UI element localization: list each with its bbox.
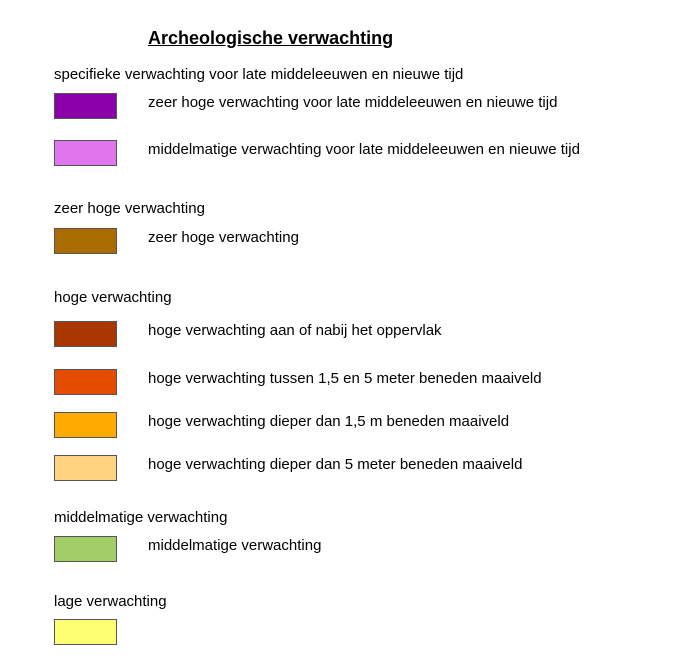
legend-swatch	[54, 455, 117, 481]
legend-item-label: zeer hoge verwachting	[148, 229, 299, 246]
legend-swatch	[54, 369, 117, 395]
legend-item-label: hoge verwachting dieper dan 1,5 m beneden maaiveld	[148, 413, 510, 430]
legend-swatch	[54, 619, 117, 645]
legend-group-heading: middelmatige verwachting	[54, 509, 228, 526]
legend-swatch	[54, 321, 117, 347]
legend-item-label: hoge verwachting tussen 1,5 en 5 meter beneden maaiveld	[148, 370, 542, 387]
legend-item-label: middelmatige verwachting	[148, 537, 322, 554]
legend-swatch	[54, 412, 117, 438]
legend-item-label: hoge verwachting dieper dan 5 meter beneden maaiveld	[148, 456, 523, 473]
legend-group-heading: lage verwachting	[54, 593, 167, 610]
legend-swatch	[54, 228, 117, 254]
legend-item-label: middelmatige verwachting voor late middeleeuwen en nieuwe tijd	[148, 141, 580, 158]
legend-swatch	[54, 536, 117, 562]
legend-swatch	[54, 93, 117, 119]
legend-group-heading: hoge verwachting	[54, 289, 172, 306]
legend-group-heading: zeer hoge verwachting	[54, 200, 205, 217]
legend-title: Archeologische verwachting	[148, 28, 394, 48]
legend-item-label: hoge verwachting aan of nabij het oppervlak	[148, 322, 442, 339]
legend-group-heading: specifieke verwachting voor late middeleeuwen en nieuwe tijd	[54, 66, 464, 83]
legend-item-label: zeer hoge verwachting voor late middeleeuwen en nieuwe tijd	[148, 94, 558, 111]
legend-swatch	[54, 140, 117, 166]
